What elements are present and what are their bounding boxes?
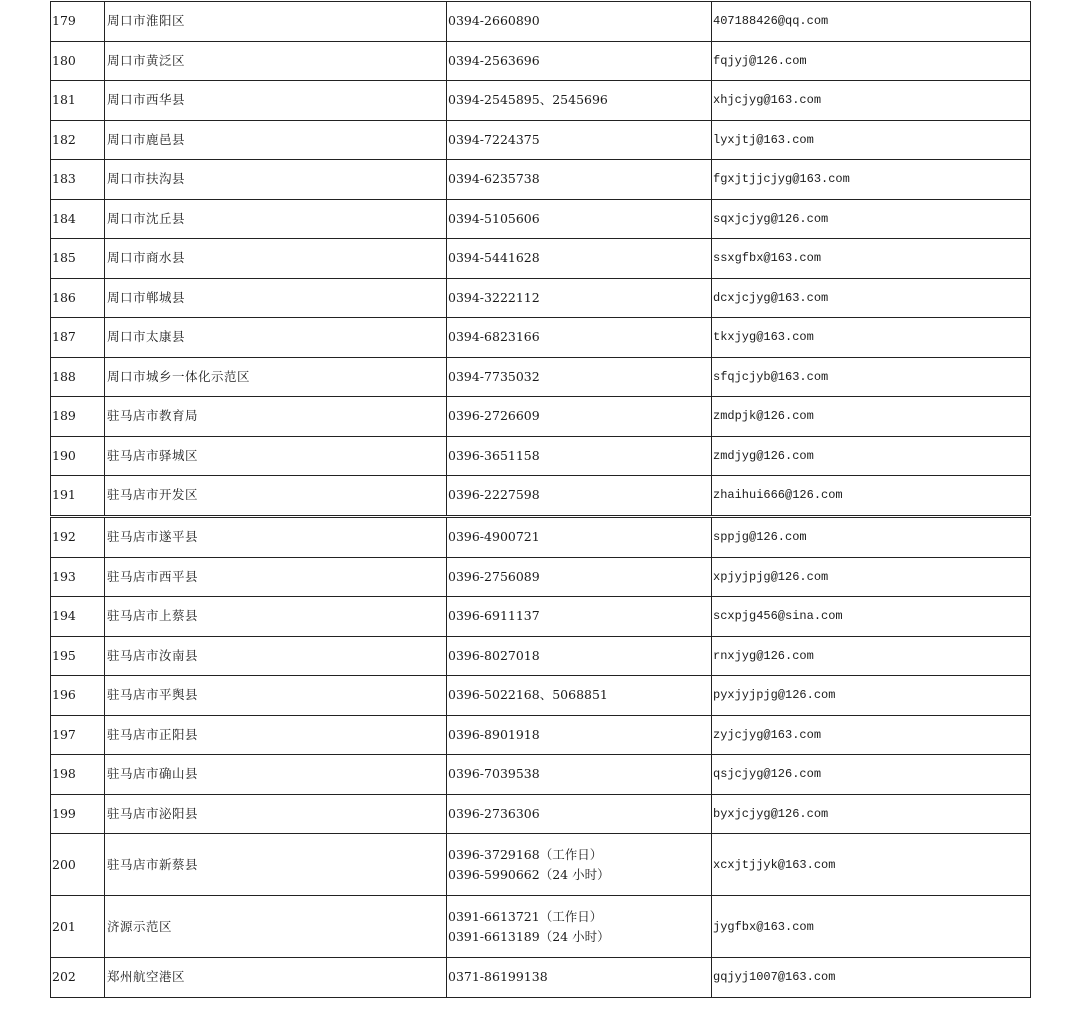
table-row xyxy=(51,636,1031,676)
row-index-cell: 181 xyxy=(51,81,105,121)
table-row xyxy=(51,597,1031,637)
contact-table-bottom xyxy=(50,517,1031,998)
phone-number: 0391-6613189（24 小时） xyxy=(448,928,610,944)
phone-number: 0396-2726609 xyxy=(448,408,540,424)
region-name-cell: 周口市黄泛区 xyxy=(105,41,447,81)
email-cell: tkxjyg@163.com xyxy=(712,318,1031,358)
phone-cell xyxy=(447,278,712,318)
row-index-cell: 183 xyxy=(51,160,105,200)
table-row xyxy=(51,41,1031,81)
table-row xyxy=(51,278,1031,318)
phone-cell xyxy=(447,755,712,795)
phone-cell xyxy=(447,41,712,81)
email-cell: pyxjyjpjg@126.com xyxy=(712,676,1031,716)
email-cell: zyjcjyg@163.com xyxy=(712,715,1031,755)
table-row xyxy=(51,896,1031,958)
row-index-cell: 182 xyxy=(51,120,105,160)
region-name-cell: 驻马店市新蔡县 xyxy=(105,834,447,896)
region-name-cell: 驻马店市汝南县 xyxy=(105,636,447,676)
phone-number: 0396-8901918 xyxy=(448,726,540,742)
region-name-cell: 周口市郸城县 xyxy=(105,278,447,318)
phone-number: 0396-3729168（工作日） xyxy=(448,846,603,862)
table-row xyxy=(51,397,1031,437)
row-index-cell: 185 xyxy=(51,239,105,279)
row-index-cell: 197 xyxy=(51,715,105,755)
region-name-cell: 郑州航空港区 xyxy=(105,958,447,998)
row-index-cell: 199 xyxy=(51,794,105,834)
email-cell: lyxjtj@163.com xyxy=(712,120,1031,160)
table-row xyxy=(51,557,1031,597)
phone-number: 0396-3651158 xyxy=(448,447,540,463)
phone-number: 0396-8027018 xyxy=(448,647,540,663)
row-index-cell: 192 xyxy=(51,518,105,558)
row-index-cell: 193 xyxy=(51,557,105,597)
phone-number: 0394-6235738 xyxy=(448,171,540,187)
email-cell: gqjyj1007@163.com xyxy=(712,958,1031,998)
phone-cell xyxy=(447,81,712,121)
phone-number: 0394-7735032 xyxy=(448,368,540,384)
phone-cell xyxy=(447,239,712,279)
email-cell: fqjyj@126.com xyxy=(712,41,1031,81)
table-row xyxy=(51,794,1031,834)
row-index-cell: 201 xyxy=(51,896,105,958)
email-cell: zhaihui666@126.com xyxy=(712,476,1031,516)
phone-cell xyxy=(447,715,712,755)
phone-cell xyxy=(447,160,712,200)
email-cell: zmdjyg@126.com xyxy=(712,436,1031,476)
phone-cell xyxy=(447,397,712,437)
region-name-cell: 驻马店市开发区 xyxy=(105,476,447,516)
region-name-cell: 周口市扶沟县 xyxy=(105,160,447,200)
region-name-cell: 驻马店市教育局 xyxy=(105,397,447,437)
phone-number: 0396-5990662（24 小时） xyxy=(448,866,610,882)
row-index-cell: 195 xyxy=(51,636,105,676)
phone-cell xyxy=(447,834,712,896)
region-name-cell: 驻马店市西平县 xyxy=(105,557,447,597)
table-row xyxy=(51,199,1031,239)
region-name-cell: 周口市太康县 xyxy=(105,318,447,358)
row-index-cell: 184 xyxy=(51,199,105,239)
region-name-cell: 济源示范区 xyxy=(105,896,447,958)
row-index-cell: 188 xyxy=(51,357,105,397)
phone-cell xyxy=(447,436,712,476)
phone-cell xyxy=(447,518,712,558)
phone-number: 0394-2563696 xyxy=(448,52,540,68)
phone-number: 0391-6613721（工作日） xyxy=(448,908,603,924)
phone-number: 0394-7224375 xyxy=(448,131,540,147)
phone-cell xyxy=(447,199,712,239)
table-row xyxy=(51,715,1031,755)
email-cell: jygfbx@163.com xyxy=(712,896,1031,958)
email-cell: rnxjyg@126.com xyxy=(712,636,1031,676)
table-row xyxy=(51,2,1031,42)
table-row xyxy=(51,357,1031,397)
region-name-cell: 周口市鹿邑县 xyxy=(105,120,447,160)
phone-number: 0394-3222112 xyxy=(448,289,540,305)
table-row xyxy=(51,239,1031,279)
table-row xyxy=(51,318,1031,358)
contact-table-top xyxy=(50,1,1031,516)
email-cell: sfqjcjyb@163.com xyxy=(712,357,1031,397)
email-cell: xhjcjyg@163.com xyxy=(712,81,1031,121)
region-name-cell: 驻马店市驿城区 xyxy=(105,436,447,476)
region-name-cell: 周口市城乡一体化示范区 xyxy=(105,357,447,397)
row-index-cell: 187 xyxy=(51,318,105,358)
email-cell: qsjcjyg@126.com xyxy=(712,755,1031,795)
phone-cell xyxy=(447,676,712,716)
email-cell: xpjyjpjg@126.com xyxy=(712,557,1031,597)
phone-number: 0396-2227598 xyxy=(448,487,540,503)
row-index-cell: 189 xyxy=(51,397,105,437)
row-index-cell: 186 xyxy=(51,278,105,318)
phone-number: 0394-5105606 xyxy=(448,210,540,226)
region-name-cell: 驻马店市泌阳县 xyxy=(105,794,447,834)
email-cell: sqxjcjyg@126.com xyxy=(712,199,1031,239)
region-name-cell: 驻马店市上蔡县 xyxy=(105,597,447,637)
phone-number: 0371-86199138 xyxy=(448,969,548,985)
phone-cell xyxy=(447,636,712,676)
row-index-cell: 191 xyxy=(51,476,105,516)
table-row xyxy=(51,476,1031,516)
phone-number: 0396-2736306 xyxy=(448,805,540,821)
table-row xyxy=(51,436,1031,476)
email-cell: byxjcjyg@126.com xyxy=(712,794,1031,834)
phone-cell xyxy=(447,896,712,958)
phone-number: 0394-6823166 xyxy=(448,329,540,345)
row-index-cell: 196 xyxy=(51,676,105,716)
phone-cell xyxy=(447,597,712,637)
row-index-cell: 190 xyxy=(51,436,105,476)
row-index-cell: 198 xyxy=(51,755,105,795)
phone-cell xyxy=(447,476,712,516)
table-row xyxy=(51,834,1031,896)
email-cell: 407188426@qq.com xyxy=(712,2,1031,42)
region-name-cell: 周口市淮阳区 xyxy=(105,2,447,42)
region-name-cell: 周口市沈丘县 xyxy=(105,199,447,239)
phone-cell xyxy=(447,557,712,597)
email-cell: scxpjg456@sina.com xyxy=(712,597,1031,637)
table-row xyxy=(51,676,1031,716)
region-name-cell: 周口市商水县 xyxy=(105,239,447,279)
table-row xyxy=(51,81,1031,121)
region-name-cell: 驻马店市遂平县 xyxy=(105,518,447,558)
email-cell: fgxjtjjcjyg@163.com xyxy=(712,160,1031,200)
row-index-cell: 180 xyxy=(51,41,105,81)
region-name-cell: 驻马店市正阳县 xyxy=(105,715,447,755)
row-index-cell: 200 xyxy=(51,834,105,896)
phone-number: 0394-5441628 xyxy=(448,250,540,266)
table-row xyxy=(51,160,1031,200)
phone-number: 0396-7039538 xyxy=(448,766,540,782)
phone-cell xyxy=(447,958,712,998)
phone-cell xyxy=(447,357,712,397)
region-name-cell: 驻马店市平舆县 xyxy=(105,676,447,716)
phone-number: 0394-2660890 xyxy=(448,13,540,29)
table-row xyxy=(51,755,1031,795)
phone-number: 0396-2756089 xyxy=(448,568,540,584)
phone-number: 0396-6911137 xyxy=(448,608,540,624)
email-cell: dcxjcjyg@163.com xyxy=(712,278,1031,318)
email-cell: zmdpjk@126.com xyxy=(712,397,1031,437)
table-row xyxy=(51,518,1031,558)
phone-number: 0396-4900721 xyxy=(448,529,540,545)
phone-cell xyxy=(447,794,712,834)
row-index-cell: 202 xyxy=(51,958,105,998)
email-cell: sppjg@126.com xyxy=(712,518,1031,558)
region-name-cell: 周口市西华县 xyxy=(105,81,447,121)
row-index-cell: 179 xyxy=(51,2,105,42)
phone-number: 0394-2545895、2545696 xyxy=(448,92,608,108)
phone-cell xyxy=(447,120,712,160)
region-name-cell: 驻马店市确山县 xyxy=(105,755,447,795)
table-row xyxy=(51,120,1031,160)
phone-number: 0396-5022168、5068851 xyxy=(448,687,608,703)
table-row xyxy=(51,958,1031,998)
phone-cell xyxy=(447,318,712,358)
email-cell: xcxjtjjyk@163.com xyxy=(712,834,1031,896)
phone-cell xyxy=(447,2,712,42)
row-index-cell: 194 xyxy=(51,597,105,637)
email-cell: ssxgfbx@163.com xyxy=(712,239,1031,279)
